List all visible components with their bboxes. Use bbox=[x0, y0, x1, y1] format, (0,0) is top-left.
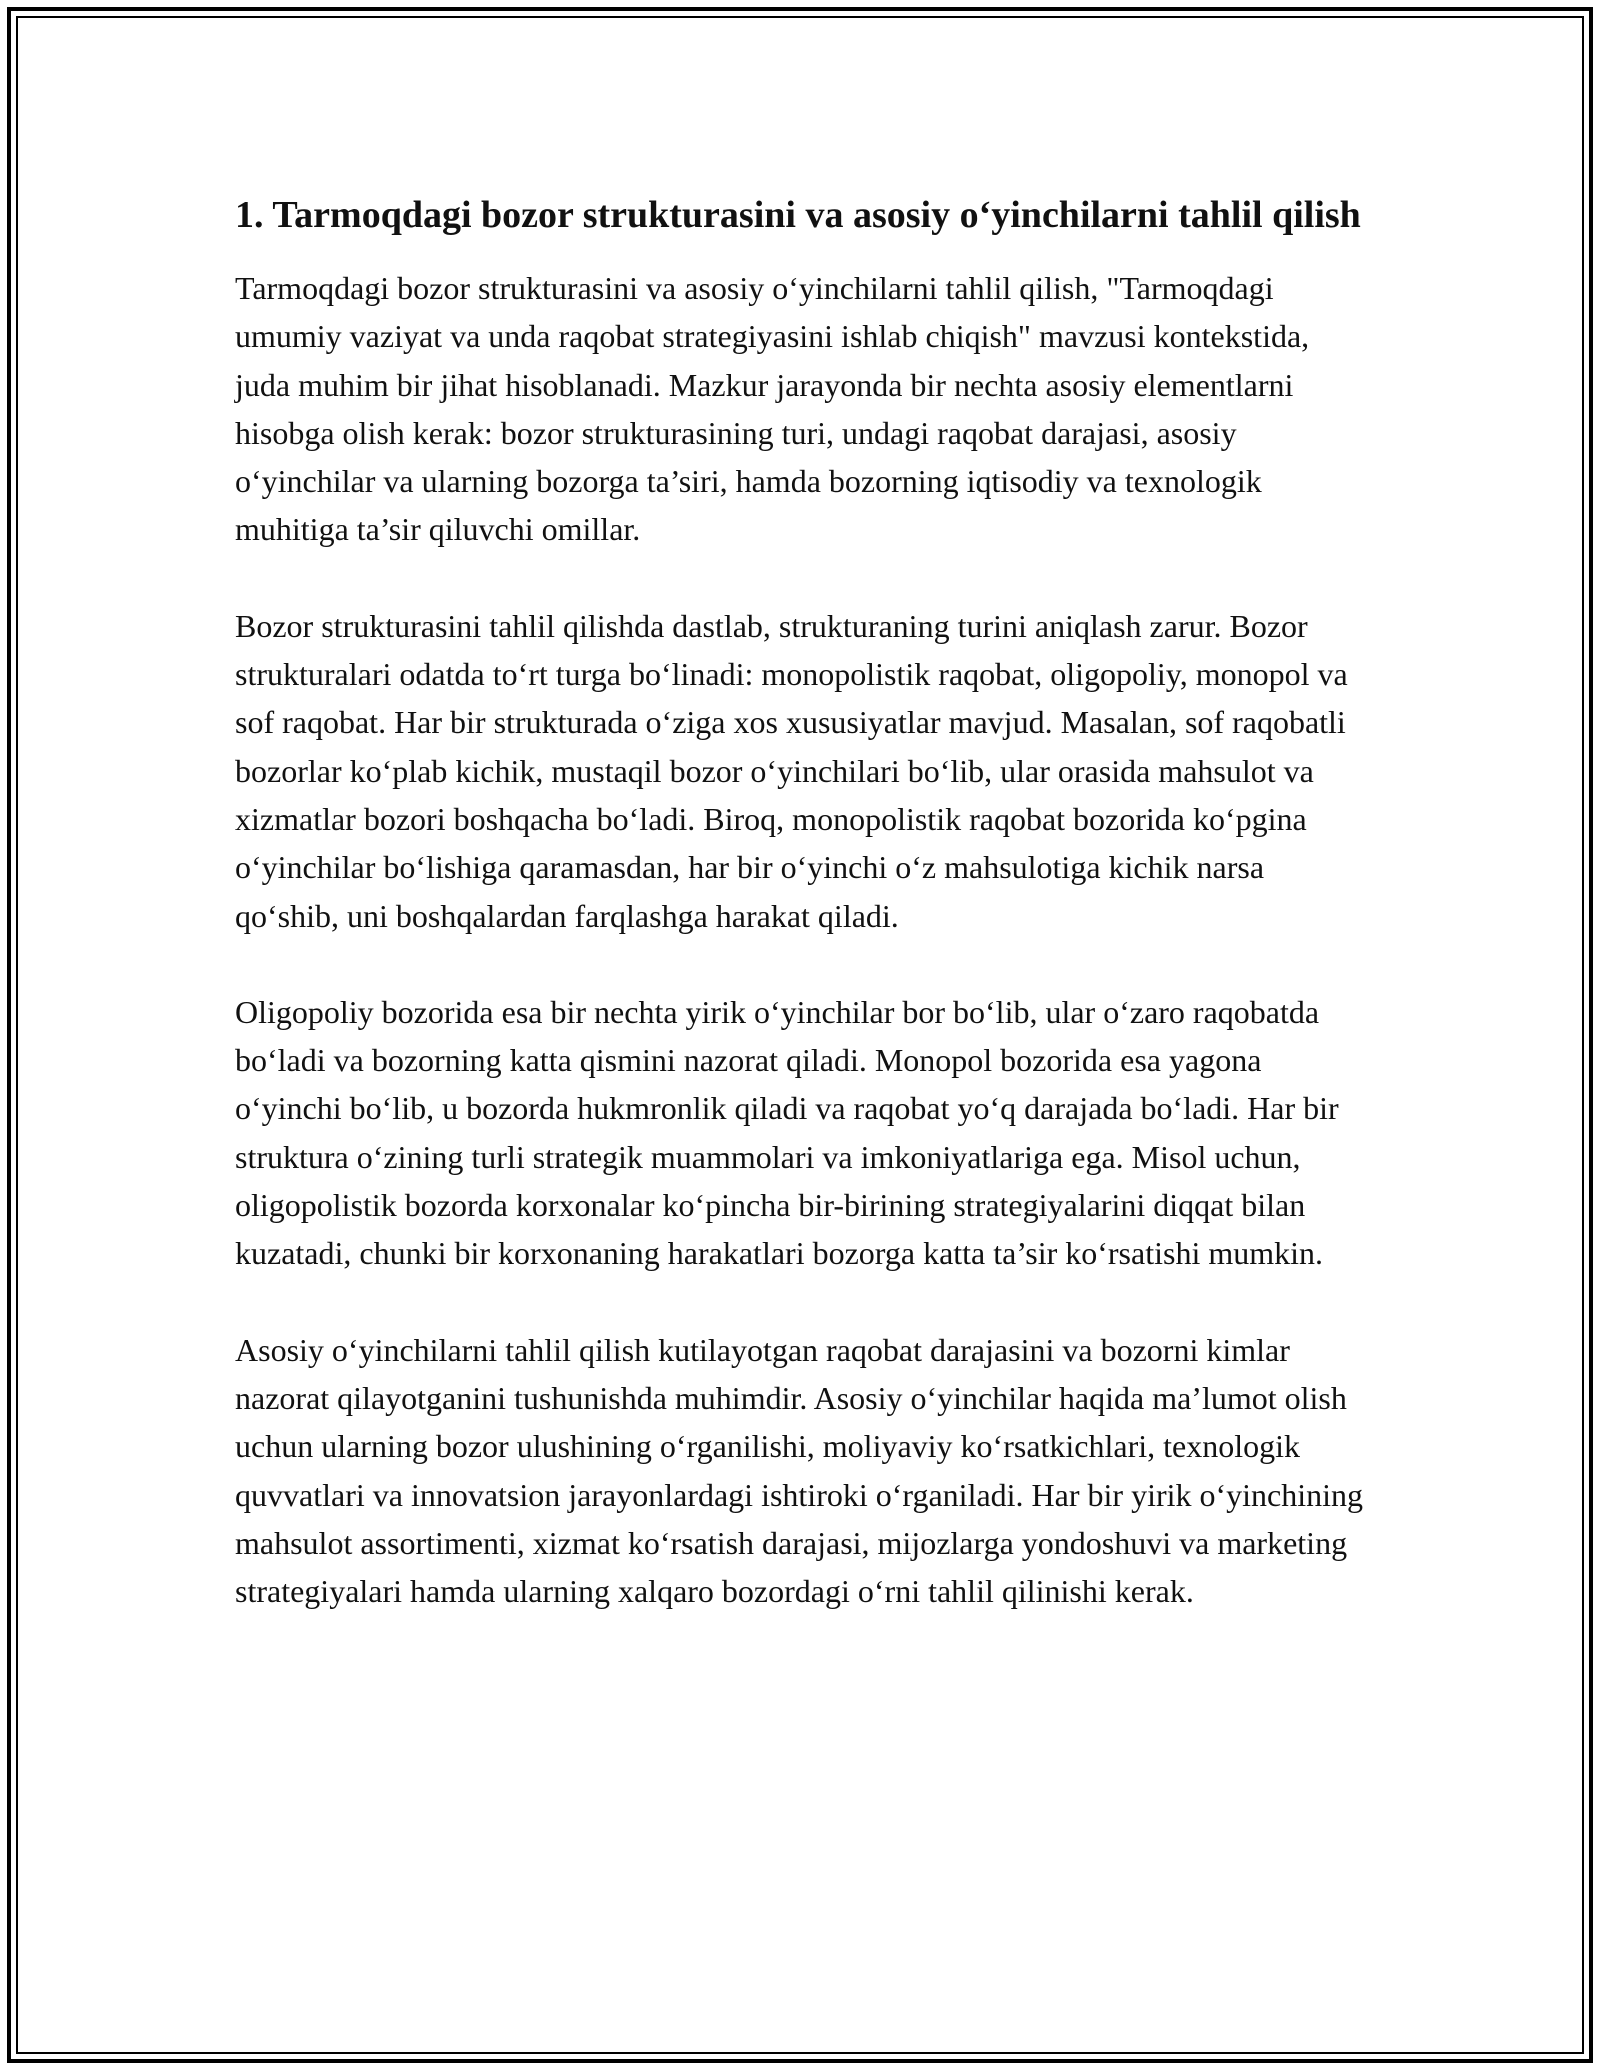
section-heading: 1. Tarmoqdagi bozor strukturasini va asosiy o‘yinchilarni tahlil qilish bbox=[235, 194, 1361, 236]
paragraph-4: Asosiy o‘yinchilarni tahlil qilish kutilayotgan raqobat darajasini va bozorni kimlar nazorat qilayotganini tushunishda muhimdir. Asosiy o‘yinchilar haqida ma’lumot olish uchun ularning bozor ulushining o‘rganilishi, moliyaviy ko‘rsatkichlari, texnologik quvvatlari va innovatsion jarayonlardagi ishtiroki o‘rganiladi. Har bir yirik o‘yinchining mahsulot assortimenti, xizmat ko‘rsatish darajasi, mijozlarga yondoshuvi va marketing strategiyalari hamda ularning xalqaro bozordagi o‘rni tahlil qilinishi kerak. bbox=[235, 1331, 1364, 1610]
document-body bbox=[235, 188, 1370, 1663]
paragraph-2: Bozor strukturasini tahlil qilishda dastlab, strukturaning turini aniqlash zarur. Bozor strukturalari odatda to‘rt turga bo‘linadi: monopolistik raqobat, oligopoliy, monopol va sof raqobat. Har bir strukturada o‘ziga xos xususiyatlar mavjud. Masalan, sof raqobatli bozorlar ko‘plab kichik, mustaqil bozor o‘yinchilari bo‘lib, ular orasida mahsulot va xizmatlar bozori boshqacha bo‘ladi. Biroq, monopolistik raqobat bozorida ko‘pgina o‘yinchilar bo‘lishiga qaramasdan, har bir o‘yinchi o‘z mahsulotiga kichik narsa qo‘shib, uni boshqalardan farqlashga harakat qiladi. bbox=[235, 607, 1348, 934]
paragraph-1: Tarmoqdagi bozor strukturasini va asosiy o‘yinchilarni tahlil qilish, "Tarmoqdagi umumiy vaziyat va unda raqobat strategiyasini ishlab chiqish" mavzusi kontekstida, juda muhim bir jihat hisoblanadi. Mazkur jarayonda bir nechta asosiy elementlarni hisobga olish kerak: bozor strukturasining turi, undagi raqobat darajasi, asosiy o‘yinchilar va ularning bozorga ta’siri, hamda bozorning iqtisodiy va texnologik muhitiga ta’sir qiluvchi omillar. bbox=[235, 270, 1310, 548]
paragraph-3: Oligopoliy bozorida esa bir nechta yirik o‘yinchilar bor bo‘lib, ular o‘zaro raqobatda bo‘ladi va bozorning katta qismini nazorat qiladi. Monopol bozorida esa yagona o‘yinchi bo‘lib, u bozorda hukmronlik qiladi va raqobat yo‘q darajada bo‘ladi. Har bir struktura o‘zining turli strategik muammolari va imkoniyatlariga ega. Misol uchun, oligopolistik bozorda korxonalar ko‘pincha bir-birining strategiyalarini diqqat bilan kuzatadi, chunki bir korxonaning harakatlari bozorga katta ta’sir ko‘rsatishi mumkin. bbox=[235, 993, 1339, 1272]
